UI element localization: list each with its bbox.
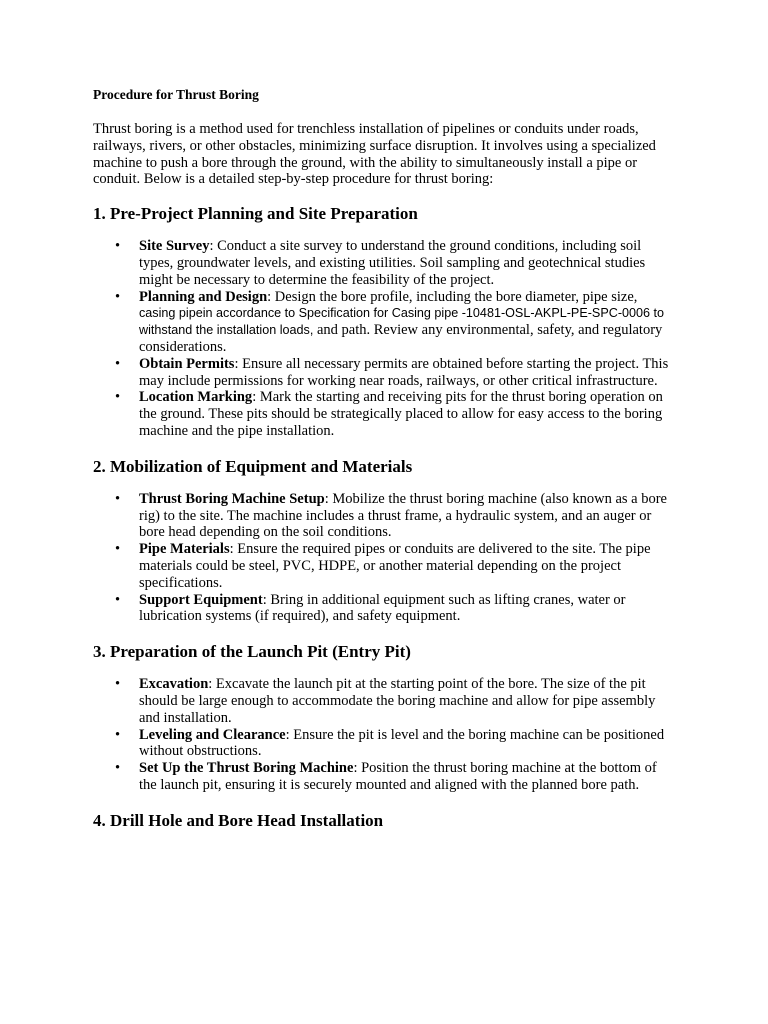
item-text: : Conduct a site survey to understand the ground conditions, including soil types, groundwater levels, and existing utilities. Soil sampling and geotechnical studies might be necessary to determine the feasibility of the project.: [139, 238, 646, 288]
item-term: Excavation: [139, 676, 209, 693]
list-item: [139, 760, 675, 794]
intro-paragraph: Thrust boring is a method used for trenchless installation of pipelines or conduits under roads, railways, rivers, or other obstacles, minimizing surface disruption. It involves using a specialized machine to push a bore through the ground, with the ability to simultaneously install a pipe or conduit. Below is a detailed step-by-step procedure for thrust boring:: [93, 121, 656, 188]
item-text: : Ensure all necessary permits are obtained before starting the project. This may include permissions for working near roads, railways, or other critical infrastructure.: [139, 355, 669, 389]
list-item: [139, 389, 675, 439]
bullet-list: [93, 491, 675, 625]
item-term: Obtain Permits: [139, 355, 235, 372]
item-text: : Excavate the launch pit at the starting point of the bore. The size of the pit should be large enough to accommodate the boring machine and allow for pipe assembly and installation.: [139, 676, 656, 726]
list-item: [139, 676, 675, 726]
item-text: : Ensure the pit is level and the boring machine can be positioned without obstructions.: [139, 726, 665, 760]
item-term: Set Up the Thrust Boring Machine: [139, 760, 354, 777]
list-item: [139, 356, 675, 390]
item-text: : Mark the starting and receiving pits for the thrust boring operation on the ground. These pits should be strategically placed to allow for easy access to the boring machine and the pipe installation.: [139, 389, 663, 439]
item-text-after: and path. Review any environmental, safety, and regulatory considerations.: [139, 322, 663, 355]
list-item: [139, 289, 675, 356]
document-title: Procedure for Thrust Boring: [93, 87, 259, 102]
item-text-spec: casing pipein accordance to Specification for Casing pipe -10481-OSL-AKPL-PE-SPC-0006 to withstand the installation loads,: [139, 306, 665, 338]
item-text: : Mobilize the thrust boring machine (also known as a bore rig) to the site. The machine includes a thrust frame, a hydraulic system, and an auger or bore head depending on the soil conditions.: [139, 490, 667, 541]
section-heading: 1. Pre-Project Planning and Site Preparation: [93, 204, 418, 224]
list-item: [139, 238, 675, 288]
list-item: [139, 491, 675, 541]
item-text: : Bring in additional equipment such as lifting cranes, water or lubrication systems (if required), and safety equipment.: [139, 591, 626, 625]
list-item: [139, 727, 675, 761]
item-term: Site Survey: [139, 238, 210, 255]
item-term: Location Marking: [139, 389, 253, 406]
item-text: : Ensure the required pipes or conduits are delivered to the site. The pipe materials could be steel, PVC, HDPE, or another material depending on the project specifications.: [139, 541, 651, 591]
item-text: : Position the thrust boring machine at the bottom of the launch pit, ensuring it is securely mounted and aligned with the planned bore path.: [139, 760, 657, 793]
bullet-list: [93, 676, 675, 794]
bullet-list: [93, 238, 675, 440]
section-heading: 3. Preparation of the Launch Pit (Entry Pit): [93, 642, 411, 662]
item-term: Pipe Materials: [139, 541, 230, 558]
section-heading: 2. Mobilization of Equipment and Materials: [93, 456, 413, 476]
item-term: Leveling and Clearance: [139, 726, 286, 743]
item-term: Support Equipment: [139, 591, 263, 608]
item-term: Thrust Boring Machine Setup: [139, 490, 325, 507]
item-text: : Design the bore profile, including the bore diameter, pipe size,: [267, 288, 638, 305]
list-item: [139, 541, 675, 591]
list-item: [139, 592, 675, 626]
section-heading: 4. Drill Hole and Bore Head Installation: [93, 810, 384, 830]
item-term: Planning and Design: [139, 288, 268, 305]
